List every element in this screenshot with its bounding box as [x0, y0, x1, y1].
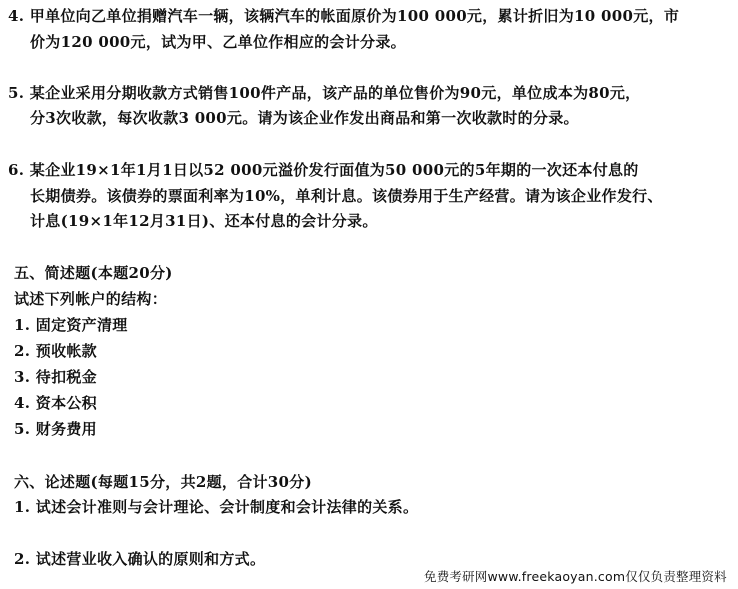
question-4-line-1: 4. 甲单位向乙单位捐赠汽车一辆，该辆汽车的帐面原价为100 000元，累计折旧为10 000元，市: [8, 7, 680, 25]
question-5-line-2: 分3次收款，每次收款3 000元。请为该企业作发出商品和第一次收款时的分录。: [30, 109, 579, 127]
section-5-intro: 试述下列帐户的结构：: [14, 290, 168, 308]
question-6-line-2: 长期债券。该债券的票面利率为10%，单利计息。该债券用于生产经营。请为该企业作发行、: [30, 187, 663, 205]
section-5-item-5: 5. 财务费用: [14, 420, 97, 438]
question-6-line-3: 计息(19×1年12月31日)、还本付息的会计分录。: [30, 212, 378, 230]
section-5-item-2: 2. 预收帐款: [14, 342, 97, 360]
question-6-line-1: 6. 某企业19×1年1月1日以52 000元溢价发行面值为50 000元的5年期的一次还本付息的: [8, 161, 639, 179]
footer-note: 免费考研网www.freekaoyan.com仅仅负责整理资料: [424, 569, 727, 584]
section-5-item-4: 4. 资本公积: [14, 394, 97, 412]
section-5-item-1: 1. 固定资产清理: [14, 316, 128, 334]
question-4-line-2: 价为120 000元，试为甲、乙单位作相应的会计分录。: [30, 33, 406, 51]
section-6-heading: 六、论述题(每题15分，共2题，合计30分): [14, 473, 312, 491]
section-6-item-2: 2. 试述营业收入确认的原则和方式。: [14, 550, 266, 568]
question-5-line-1: 5. 某企业采用分期收款方式销售100件产品，该产品的单位售价为90元，单位成本为80元，: [8, 84, 641, 102]
section-5-heading: 五、简述题(本题20分): [14, 264, 173, 282]
section-5-item-3: 3. 待扣税金: [14, 368, 97, 386]
section-6-item-1: 1. 试述会计准则与会计理论、会计制度和会计法律的关系。: [14, 498, 419, 516]
